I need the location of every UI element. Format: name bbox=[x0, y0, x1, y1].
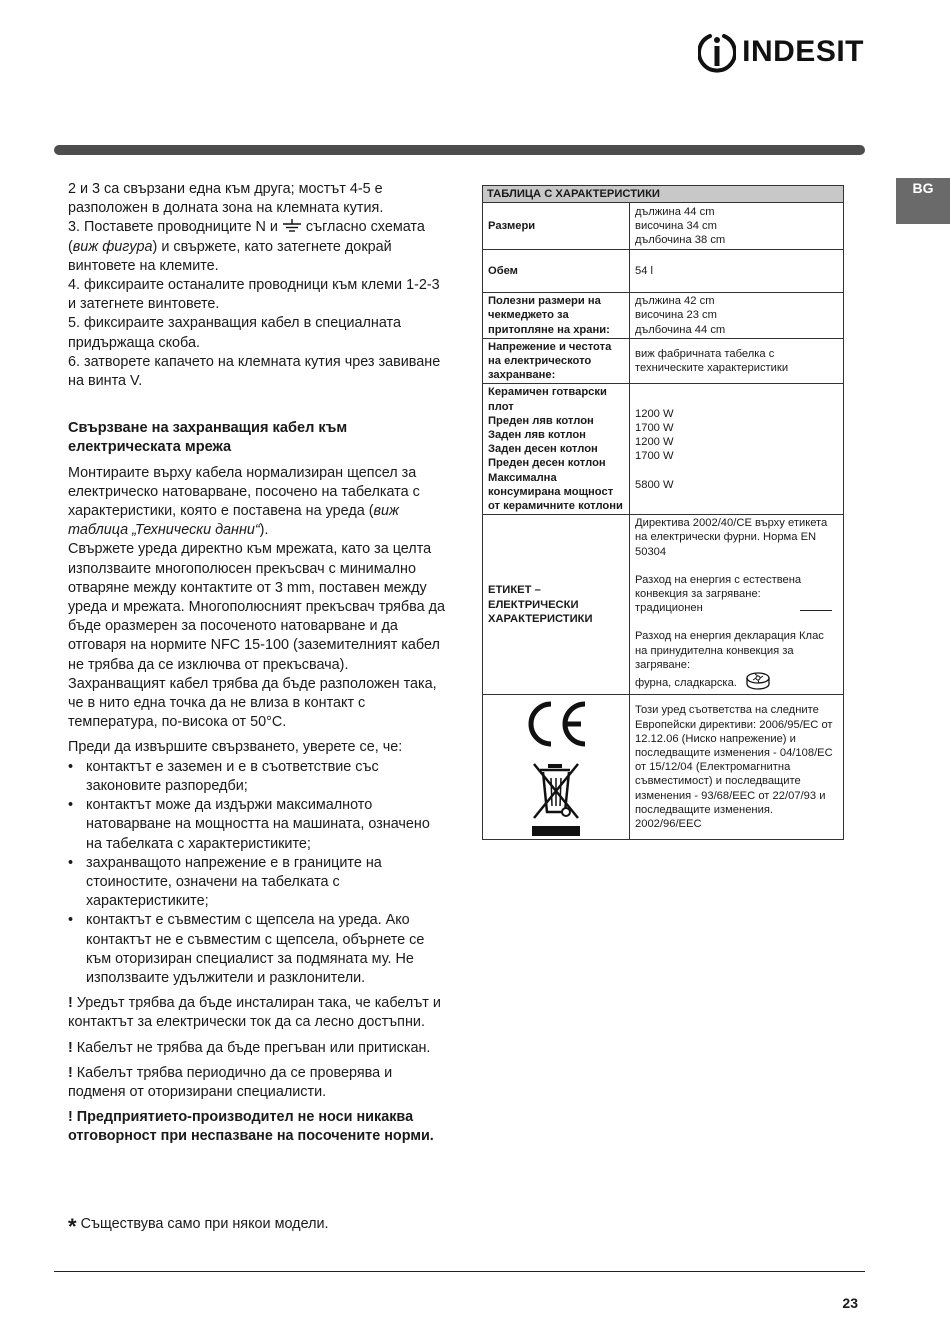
spec-table-title: ТАБЛИЦА С ХАРАКТЕРИСТИКИ bbox=[483, 186, 844, 203]
indesit-logo-icon bbox=[698, 30, 736, 74]
weee-crossed-bin-icon bbox=[528, 758, 584, 838]
brand-name: INDESIT bbox=[742, 35, 864, 68]
tray-values: дължина 42 cm височина 23 cm дълбочина 44 cm bbox=[630, 293, 844, 339]
ce-mark-icon bbox=[521, 696, 591, 752]
table-row bbox=[483, 293, 844, 339]
conformity-symbols bbox=[483, 695, 630, 840]
warning-note: ! Кабелът не трябва да бъде прегъван или притискан. bbox=[68, 1039, 431, 1056]
header-divider bbox=[54, 145, 865, 155]
fan-oven-icon bbox=[745, 672, 771, 690]
volume-value: 54 l bbox=[630, 250, 844, 293]
paragraph: 2 и 3 са свързани една към друга; мостът 4-5 е разположен в долната зона на клемната кутия. bbox=[68, 181, 384, 217]
table-row bbox=[483, 250, 844, 293]
page-number: 23 bbox=[842, 1295, 858, 1311]
check-intro: Преди да извършите свързването, уверете се, че: bbox=[68, 739, 403, 756]
warning-mark: ! bbox=[68, 1109, 73, 1126]
footnote: * Съществува само при някои модели. bbox=[68, 1214, 329, 1239]
table-row bbox=[483, 695, 844, 840]
energy-blank-line bbox=[800, 610, 832, 611]
footnote-mark: * bbox=[68, 1214, 77, 1239]
warning-note: ! Уредът трябва да бъде инсталиран така, че кабелът и контактът за електрически ток да са лесно достъпни. bbox=[68, 995, 441, 1031]
footer-divider bbox=[54, 1271, 865, 1272]
tray-label: Полезни размери на чекмеджето за притопляне на храни: bbox=[483, 293, 630, 339]
warning-mark: ! bbox=[68, 995, 73, 1012]
liability-note: ! Предприятието-производител не носи никаква отговорност при неспазване на посочените норми. bbox=[68, 1109, 434, 1145]
language-tab: BG bbox=[896, 178, 950, 224]
table-row bbox=[483, 338, 844, 384]
brand-logo bbox=[698, 30, 864, 74]
table-row bbox=[483, 384, 844, 515]
section-heading: Свързване на захранващия кабел към електрическата мрежа bbox=[68, 420, 348, 456]
spec-table bbox=[482, 185, 844, 840]
list-item: • контактът е заземен и е в съответствие със законовите разпоредби; bbox=[68, 758, 448, 796]
table-row bbox=[483, 515, 844, 695]
warning-note: ! Кабелът трябва периодично да се проверява и подменя от оторизирани специалисти. bbox=[68, 1064, 393, 1100]
direct-connection-paragraph: Свържете уреда директно към мрежата, като за целта използваите многополюсен прекъсвач с минимално отваряне между контактите от 3 mm, поставен между уреда и мрежата. Многополюсният прекъсвач трябва да бъде оразмерен за посоченото натоварване и да отговаря на нормите NFC 15-100 (заземителният кабел не трябва да се изключва от прекъсвача). Захранващият кабел трябва да бъде разположен така, че в нито една точка да не влиза в контакт с температура, по-висока от 50°C. bbox=[68, 541, 446, 731]
voltage-value: виж фабричната табелка с техническите характеристики bbox=[630, 338, 844, 384]
paragraph-step-6: 6. затворете капачето на клемната кутия чрез завиване на винта V. bbox=[68, 353, 441, 390]
check-list bbox=[68, 758, 448, 988]
paragraph-step-4: 4. фиксираите останалите проводници към клеми 1-2-3 и затегнете винтовете. bbox=[68, 277, 440, 313]
hob-values: 1200 W 1700 W 1200 W 1700 W 5800 W bbox=[630, 384, 844, 515]
paragraph-step-5: 5. фиксираите захранващия кабел в специалната придържаща скоба. bbox=[68, 315, 401, 351]
list-item: • контактът може да издържи максималното натоварване на мощността на машината, означено на табелката с характеристиките; bbox=[68, 796, 448, 854]
dimensions-label: Размери bbox=[483, 203, 630, 250]
warning-mark: ! bbox=[68, 1039, 73, 1056]
energy-values: Директива 2002/40/CE върху етикета на електрически фурни. Норма EN 50304 Разход на енергия с естествена конвекция за загряване: традиционен Разход на енергия декларация Клас на принудителна конвекция за загряване: фурна, сладкарска. bbox=[630, 515, 844, 695]
dimensions-values: дължина 44 cm височина 34 cm дълбочина 38 cm bbox=[630, 203, 844, 250]
volume-label: Обем bbox=[483, 250, 630, 293]
paragraph-step-3: 3. Поставете проводниците N и съгласно схемата (виж фигура) и свържете, като затегнете докрай винтовете на клемите. bbox=[68, 219, 425, 274]
voltage-label: Напрежение и честота на електрическото захранване: bbox=[483, 338, 630, 384]
list-item: • захранващото напрежение е в границите на стоиностите, означени на табелката с характеристиките; bbox=[68, 854, 448, 912]
compliance-text: Този уред съответства на следните Европейски директиви: 2006/95/EC от 12.12.06 (Ниско напрежение) и последващите изменения - 04/108/EC от 15/12/04 (Електромагнитна съвместимост) и последващите изменения - 93/68/EEC от 22/07/93 и последващите изменения. 2002/96/EEC bbox=[630, 695, 844, 840]
warning-mark: ! bbox=[68, 1064, 73, 1081]
hob-labels: Керамичен готварски плот Преден ляв котлон Заден ляв котлон Заден десен котлон Преден десен котлон Максимална консумирана мощност от керамичните котлони bbox=[483, 384, 630, 515]
energy-label: ЕТИКЕТ – ЕЛЕКТРИЧЕСКИ ХАРАКТЕРИСТИКИ bbox=[483, 515, 630, 695]
ground-symbol-icon bbox=[282, 219, 302, 233]
list-item: • контактът е съвместим с щепсела на уреда. Ако контактът не е съвместим с щепсела, обърнете се към оторизиран специалист за подмяната му. Не използваите удължители и разклонители. bbox=[68, 911, 448, 988]
body-text-column bbox=[68, 180, 448, 1147]
mount-paragraph: Монтираите върху кабела нормализиран щепсел за електрическо натоварване, посочено на табелката с характеристики, която е поставена на уреда (виж таблица „Технически данни“). bbox=[68, 464, 420, 539]
table-row bbox=[483, 203, 844, 250]
